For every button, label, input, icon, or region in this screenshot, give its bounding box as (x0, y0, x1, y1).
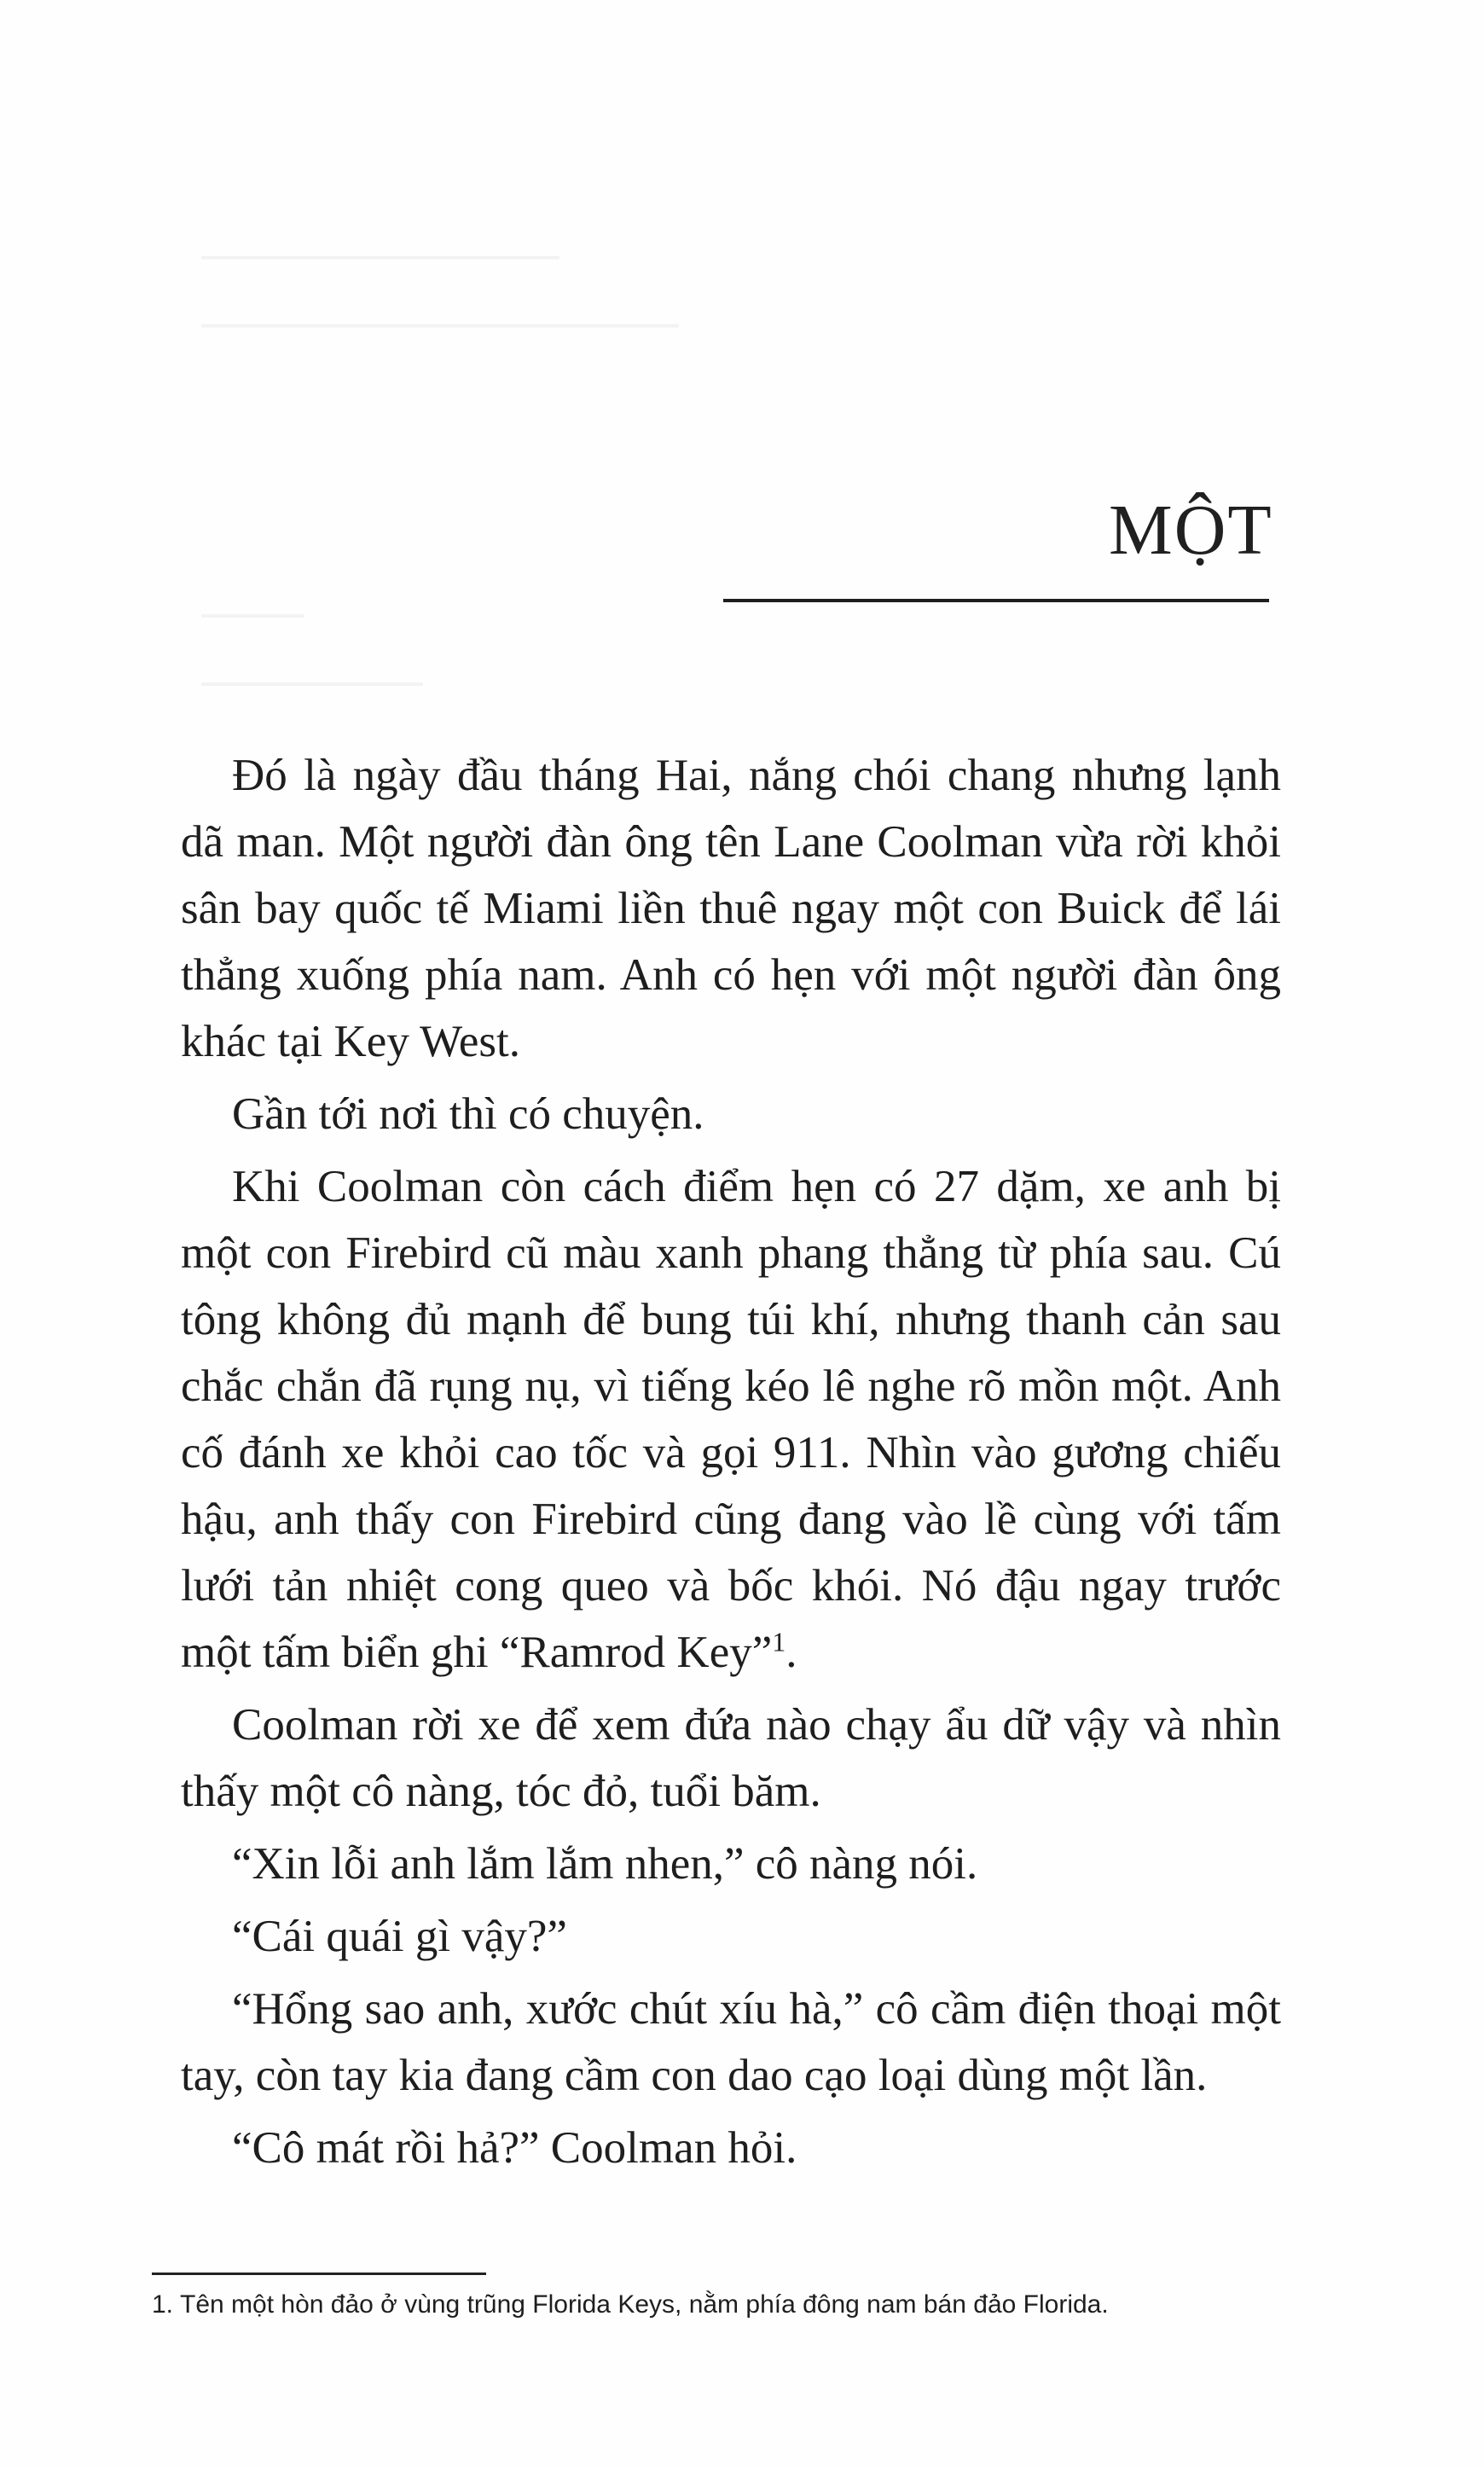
show-through-mark (201, 614, 304, 618)
paragraph: “Hổng sao anh, xước chút xíu hà,” cô cầm điện thoại một tay, còn tay kia đang cầm con dao cạo loại dùng một lần. (181, 1984, 1281, 2100)
body-text (181, 742, 1281, 2187)
show-through-mark (201, 324, 679, 328)
paragraph: Khi Coolman còn cách điểm hẹn có 27 dặm, xe anh bị một con Firebird cũ màu xanh phang thẳng từ phía sau. Cú tông không đủ mạnh để bung túi khí, nhưng thanh cản sau chắc chắn đã rụng nụ, vì tiếng kéo lê nghe rõ mồn một. Anh cố đánh xe khỏi cao tốc và gọi 911. Nhìn vào gương chiếu hậu, anh thấy con Firebird cũng đang vào lề cùng với tấm lưới tản nhiệt cong queo và bốc khói. Nó đậu ngay trước một tấm biển ghi “Ramrod Key”$^1$. (181, 1162, 1281, 1677)
show-through-mark (201, 682, 423, 686)
paragraph: Coolman rời xe để xem đứa nào chạy ẩu dữ vậy và nhìn thấy một cô nàng, tóc đỏ, tuổi băm. (181, 1700, 1281, 1816)
footnote-reference[interactable]: 1 (772, 1626, 786, 1657)
paragraph: Đó là ngày đầu tháng Hai, nắng chói chang nhưng lạnh dã man. Một người đàn ông tên Lane Coolman vừa rời khỏi sân bay quốc tế Miami liền thuê ngay một con Buick để lái thẳng xuống phía nam. Anh có hẹn với một người đàn ông khác tại Key West. (181, 751, 1281, 1066)
paragraph: “Cái quái gì vậy?” (232, 1912, 567, 1961)
footnote-divider (152, 2273, 486, 2275)
show-through-mark (201, 256, 559, 259)
chapter-rule (723, 599, 1269, 602)
footnote-text: Tên một hòn đảo ở vùng trũng Florida Keys, nằm phía đông nam bán đảo Florida. (180, 2290, 1109, 2319)
paragraph: Gần tới nơi thì có chuyện. (232, 1089, 704, 1139)
footnote (152, 2286, 1278, 2324)
chapter-title: MỘT (1109, 490, 1273, 570)
footnote-number: 1. (152, 2290, 174, 2319)
paragraph-text: Khi Coolman còn cách điểm hẹn có 27 dặm, xe anh bị một con Firebird cũ màu xanh phang thẳng từ phía sau. Cú tông không đủ mạnh để bung túi khí, nhưng thanh cản sau chắc chắn đã rụng nụ, vì tiếng kéo lê nghe rõ mồn một. Anh cố đánh xe khỏi cao tốc và gọi 911. Nhìn vào gương chiếu hậu, anh thấy con Firebird cũng đang vào lề cùng với tấm lưới tản nhiệt cong queo và bốc khói. Nó đậu ngay trước một tấm biển ghi “Ramrod Key” (181, 1162, 1281, 1677)
paragraph: “Xin lỗi anh lắm lắm nhen,” cô nàng nói. (232, 1839, 978, 1889)
paragraph: “Cô mát rồi hả?” Coolman hỏi. (232, 2123, 797, 2173)
